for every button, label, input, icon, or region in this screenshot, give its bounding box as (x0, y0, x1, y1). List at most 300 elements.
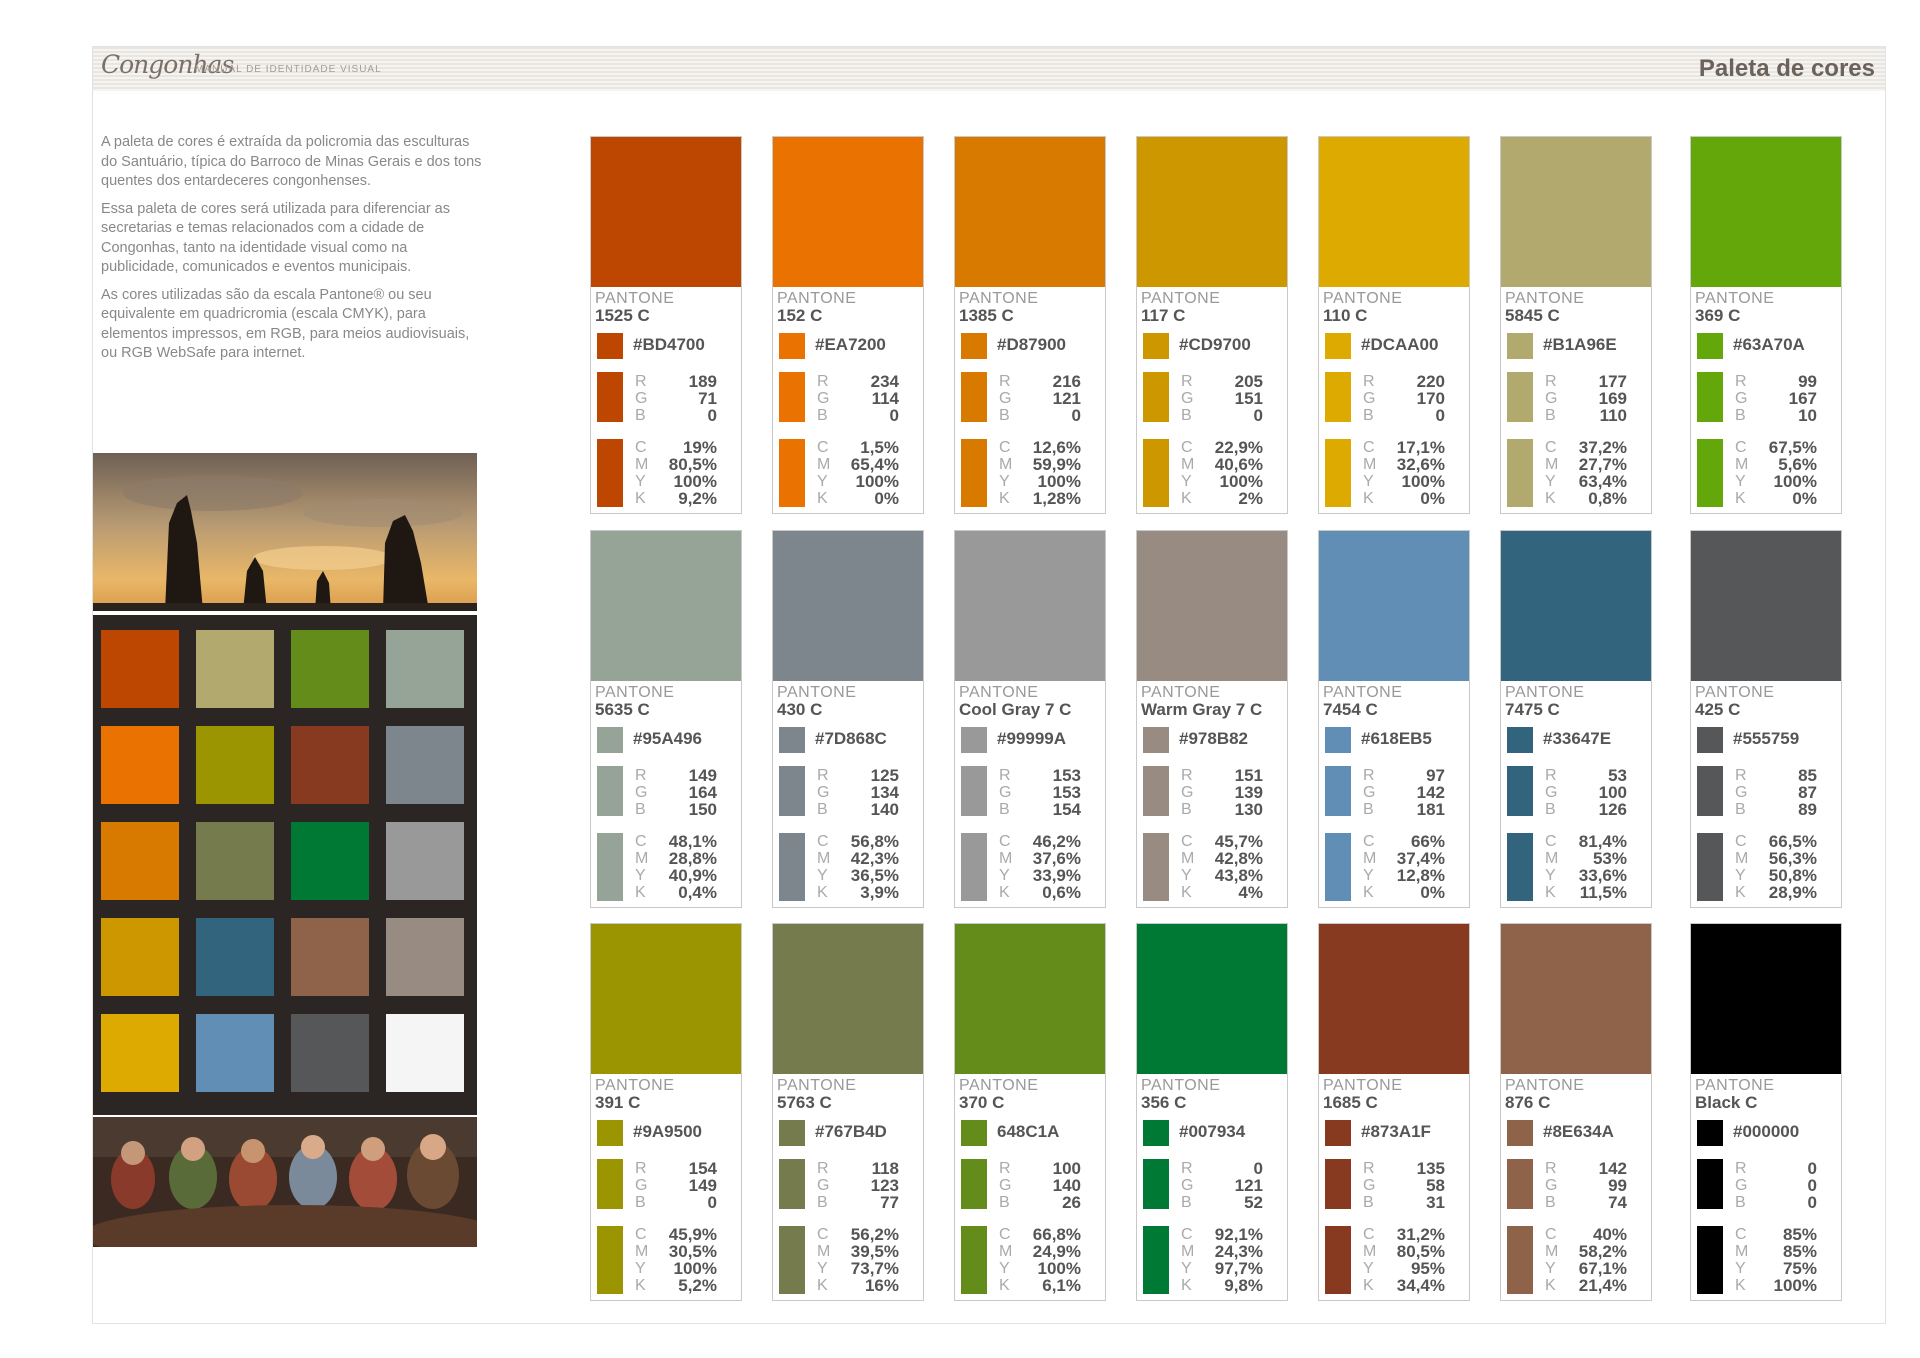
y-label: Y (1363, 473, 1374, 490)
c-label: C (1181, 833, 1193, 850)
r-label: R (1545, 373, 1557, 390)
b-label: B (1181, 1194, 1192, 1211)
r-value: 135 (1416, 1159, 1445, 1178)
rgb-swatch (779, 1159, 805, 1209)
color-swatch-large (773, 924, 923, 1074)
b-value: 154 (1052, 800, 1081, 819)
y-value: 33,6% (1578, 866, 1627, 885)
b-label: B (1545, 1194, 1556, 1211)
color-card (1136, 136, 1288, 514)
r-label: R (999, 1160, 1011, 1177)
b-label: B (1735, 801, 1746, 818)
cmyk-swatch (1325, 1226, 1351, 1294)
b-label: B (999, 801, 1010, 818)
pantone-label: PANTONE (1505, 1077, 1585, 1094)
color-card (1136, 530, 1288, 908)
c-label: C (999, 439, 1011, 456)
rgb-swatch (1697, 766, 1723, 816)
pantone-code: 356 C (1141, 1093, 1187, 1112)
pantone-label: PANTONE (777, 290, 857, 307)
m-label: M (1735, 1243, 1749, 1260)
b-label: B (1735, 407, 1746, 424)
cmyk-swatch (1143, 1226, 1169, 1294)
color-card (1500, 136, 1652, 514)
hex-swatch (597, 1120, 623, 1146)
r-label: R (1363, 373, 1375, 390)
hex-value: #618EB5 (1361, 729, 1432, 748)
g-value: 134 (870, 783, 899, 802)
hex-swatch (1507, 727, 1533, 753)
rgb-swatch (961, 372, 987, 422)
m-value: 24,3% (1214, 1242, 1263, 1261)
y-value: 33,9% (1032, 866, 1081, 885)
y-value: 73,7% (850, 1259, 899, 1278)
c-label: C (817, 1226, 829, 1243)
mosaic-tile (386, 1014, 464, 1092)
r-value: 142 (1598, 1159, 1627, 1178)
k-label: K (817, 490, 828, 507)
pantone-label: PANTONE (1505, 684, 1585, 701)
pantone-code: 430 C (777, 700, 823, 719)
cmyk-swatch (597, 833, 623, 901)
cmyk-swatch (1507, 1226, 1533, 1294)
r-label: R (1545, 1160, 1557, 1177)
g-label: G (635, 390, 648, 407)
pantone-label: PANTONE (1695, 1077, 1775, 1094)
hex-swatch (779, 333, 805, 359)
color-card (590, 923, 742, 1301)
mosaic-tile (196, 822, 274, 900)
g-label: G (1545, 784, 1558, 801)
k-label: K (1545, 1277, 1556, 1294)
rgb-swatch (1507, 766, 1533, 816)
m-label: M (1181, 1243, 1195, 1260)
b-value: 74 (1608, 1193, 1627, 1212)
k-value: 2% (1238, 489, 1263, 508)
m-label: M (1545, 850, 1559, 867)
rgb-swatch (1143, 766, 1169, 816)
pantone-label: PANTONE (959, 290, 1039, 307)
y-label: Y (1545, 1260, 1556, 1277)
m-value: 85% (1782, 1242, 1817, 1261)
y-label: Y (1735, 1260, 1746, 1277)
k-label: K (1181, 490, 1192, 507)
k-value: 0% (874, 489, 899, 508)
g-label: G (1181, 390, 1194, 407)
k-value: 16% (864, 1276, 899, 1295)
k-label: K (1181, 884, 1192, 901)
color-swatch-large (591, 531, 741, 681)
color-swatch-large (591, 924, 741, 1074)
b-value: 10 (1798, 406, 1817, 425)
cmyk-swatch (1697, 439, 1723, 507)
color-card (772, 530, 924, 908)
m-label: M (999, 456, 1013, 473)
g-value: 71 (698, 389, 717, 408)
c-value: 48,1% (668, 832, 717, 851)
m-value: 58,2% (1578, 1242, 1627, 1261)
g-value: 99 (1608, 1176, 1627, 1195)
mosaic-tile (386, 726, 464, 804)
g-value: 58 (1426, 1176, 1445, 1195)
mosaic-tile (196, 1014, 274, 1092)
g-value: 87 (1798, 783, 1817, 802)
k-label: K (817, 884, 828, 901)
hex-value: #63A70A (1733, 335, 1805, 354)
m-label: M (1181, 456, 1195, 473)
pantone-code: 152 C (777, 306, 823, 325)
y-label: Y (635, 1260, 646, 1277)
hex-swatch (1325, 727, 1351, 753)
m-value: 59,9% (1032, 455, 1081, 474)
m-value: 30,5% (668, 1242, 717, 1261)
g-label: G (635, 784, 648, 801)
b-value: 130 (1234, 800, 1263, 819)
b-label: B (635, 407, 646, 424)
g-label: G (1363, 1177, 1376, 1194)
b-value: 89 (1798, 800, 1817, 819)
k-label: K (635, 1277, 646, 1294)
y-value: 100% (673, 472, 717, 491)
c-value: 66% (1410, 832, 1445, 851)
r-label: R (817, 767, 829, 784)
color-card (1690, 136, 1842, 514)
m-value: 42,8% (1214, 849, 1263, 868)
m-label: M (1735, 456, 1749, 473)
r-label: R (635, 373, 647, 390)
m-label: M (1545, 1243, 1559, 1260)
y-label: Y (999, 1260, 1010, 1277)
m-value: 27,7% (1578, 455, 1627, 474)
c-label: C (1181, 439, 1193, 456)
m-value: 42,3% (850, 849, 899, 868)
g-label: G (817, 784, 830, 801)
r-value: 118 (871, 1159, 899, 1178)
cmyk-swatch (1143, 833, 1169, 901)
y-value: 100% (1037, 1259, 1081, 1278)
rgb-swatch (1325, 766, 1351, 816)
m-label: M (635, 1243, 649, 1260)
r-value: 99 (1798, 372, 1817, 391)
m-value: 5,6% (1778, 455, 1817, 474)
m-label: M (635, 456, 649, 473)
color-swatch-large (1501, 531, 1651, 681)
hex-value: #33647E (1543, 729, 1612, 748)
m-value: 80,5% (1396, 1242, 1445, 1261)
hex-swatch (1143, 1120, 1169, 1146)
pantone-code: 7454 C (1323, 700, 1378, 719)
k-value: 11,5% (1579, 883, 1627, 902)
color-swatch-large (1501, 137, 1651, 287)
color-card (954, 923, 1106, 1301)
b-label: B (1545, 407, 1556, 424)
pantone-label: PANTONE (1323, 684, 1403, 701)
b-label: B (817, 1194, 828, 1211)
color-card (590, 136, 742, 514)
c-value: 22,9% (1214, 438, 1263, 457)
hex-swatch (1697, 333, 1723, 359)
k-label: K (999, 884, 1010, 901)
mosaic-tile (101, 630, 179, 708)
b-label: B (1181, 407, 1192, 424)
g-value: 164 (688, 783, 717, 802)
cmyk-swatch (961, 439, 987, 507)
hex-swatch (1143, 727, 1169, 753)
mosaic-tile (386, 822, 464, 900)
hex-swatch (1697, 727, 1723, 753)
b-label: B (817, 801, 828, 818)
k-value: 100% (1773, 1276, 1817, 1295)
m-value: 28,8% (668, 849, 717, 868)
c-value: 19% (682, 438, 717, 457)
y-value: 100% (673, 1259, 717, 1278)
c-value: 45,7% (1214, 832, 1263, 851)
cmyk-swatch (961, 1226, 987, 1294)
b-label: B (1545, 801, 1556, 818)
rgb-swatch (1507, 1159, 1533, 1209)
pantone-label: PANTONE (1695, 290, 1775, 307)
rgb-swatch (1697, 372, 1723, 422)
g-value: 123 (870, 1176, 899, 1195)
k-value: 0,8% (1588, 489, 1627, 508)
k-label: K (817, 1277, 828, 1294)
y-value: 75% (1782, 1259, 1817, 1278)
g-value: 167 (1788, 389, 1817, 408)
y-label: Y (1181, 473, 1192, 490)
y-value: 63,4% (1578, 472, 1627, 491)
y-label: Y (1735, 473, 1746, 490)
last-supper-statues-photo (93, 1117, 477, 1247)
color-swatch-large (955, 531, 1105, 681)
r-value: 53 (1608, 766, 1627, 785)
color-swatch-large (1319, 531, 1469, 681)
g-label: G (1735, 1177, 1748, 1194)
y-value: 95% (1410, 1259, 1445, 1278)
pantone-label: PANTONE (1323, 290, 1403, 307)
b-value: 0 (889, 406, 899, 425)
color-card (1500, 530, 1652, 908)
cmyk-swatch (1697, 833, 1723, 901)
b-label: B (1363, 1194, 1374, 1211)
y-label: Y (635, 473, 646, 490)
intro-paragraph-3: As cores utilizadas são da escala Pantone® ou seu equivalente em quadricromia (escala CMYK), para elementos impressos, em RGB, para meios audiovisuais, ou RGB WebSafe para internet. (101, 286, 470, 361)
color-swatch-large (1319, 137, 1469, 287)
pantone-code: 110 C (1323, 306, 1368, 325)
r-value: 220 (1416, 372, 1445, 391)
color-swatch-large (1319, 924, 1469, 1074)
hex-swatch (779, 727, 805, 753)
k-label: K (635, 490, 646, 507)
cmyk-swatch (1507, 833, 1533, 901)
c-label: C (1545, 833, 1557, 850)
r-value: 0 (1253, 1159, 1263, 1178)
k-value: 0,4% (678, 883, 717, 902)
pantone-code: Warm Gray 7 C (1141, 700, 1263, 719)
hex-value: #DCAA00 (1361, 335, 1439, 354)
color-swatch-large (773, 137, 923, 287)
pantone-code: 1685 C (1323, 1093, 1378, 1112)
manual-label: MANUAL DE IDENTIDADE VISUAL (195, 64, 382, 75)
cmyk-swatch (1325, 439, 1351, 507)
r-label: R (1735, 767, 1747, 784)
hex-swatch (1325, 333, 1351, 359)
b-label: B (635, 1194, 646, 1211)
k-value: 0,6% (1042, 883, 1081, 902)
r-value: 216 (1052, 372, 1081, 391)
hex-value: #555759 (1733, 729, 1800, 748)
b-value: 77 (880, 1193, 899, 1212)
color-swatch-large (955, 924, 1105, 1074)
hex-value: #99999A (997, 729, 1067, 748)
r-label: R (999, 373, 1011, 390)
hex-swatch (597, 333, 623, 359)
y-label: Y (1181, 1260, 1192, 1277)
pantone-code: Black C (1695, 1093, 1758, 1112)
y-value: 100% (1773, 472, 1817, 491)
b-value: 0 (707, 1193, 717, 1212)
r-label: R (635, 767, 647, 784)
y-label: Y (1363, 867, 1374, 884)
color-swatch-large (591, 137, 741, 287)
k-value: 0% (1792, 489, 1817, 508)
color-swatch-large (1691, 924, 1841, 1074)
r-value: 153 (1052, 766, 1081, 785)
k-value: 9,2% (678, 489, 717, 508)
pantone-label: PANTONE (1141, 290, 1221, 307)
k-value: 0% (1420, 489, 1445, 508)
hex-value: #CD9700 (1179, 335, 1251, 354)
rgb-swatch (1143, 372, 1169, 422)
m-label: M (1363, 850, 1377, 867)
cmyk-swatch (961, 833, 987, 901)
r-label: R (1545, 767, 1557, 784)
r-value: 100 (1052, 1159, 1081, 1178)
r-value: 149 (688, 766, 717, 785)
page-header (93, 47, 1885, 91)
m-value: 80,5% (668, 455, 717, 474)
hex-value: #95A496 (633, 729, 703, 748)
c-value: 66,8% (1032, 1225, 1081, 1244)
y-value: 100% (855, 472, 899, 491)
pantone-code: 370 C (959, 1093, 1005, 1112)
m-label: M (1363, 456, 1377, 473)
pantone-label: PANTONE (1141, 1077, 1221, 1094)
color-swatch-large (773, 531, 923, 681)
hex-swatch (961, 1120, 987, 1146)
y-value: 100% (1401, 472, 1445, 491)
c-value: 45,9% (668, 1225, 717, 1244)
mosaic-tile (291, 630, 369, 708)
g-label: G (1363, 784, 1376, 801)
rgb-swatch (1325, 1159, 1351, 1209)
pantone-label: PANTONE (595, 290, 675, 307)
y-value: 100% (1037, 472, 1081, 491)
color-card (1690, 923, 1842, 1301)
g-value: 142 (1416, 783, 1445, 802)
color-mosaic (93, 615, 477, 1115)
b-value: 181 (1416, 800, 1445, 819)
k-label: K (1735, 490, 1746, 507)
k-label: K (1545, 490, 1556, 507)
cmyk-swatch (1507, 439, 1533, 507)
m-label: M (1545, 456, 1559, 473)
c-value: 92,1% (1214, 1225, 1263, 1244)
b-label: B (1181, 801, 1192, 818)
cmyk-swatch (779, 1226, 805, 1294)
g-label: G (1545, 1177, 1558, 1194)
cmyk-swatch (779, 439, 805, 507)
hex-value: #873A1F (1361, 1122, 1431, 1141)
color-swatch-large (1501, 924, 1651, 1074)
m-value: 37,4% (1396, 849, 1445, 868)
pantone-label: PANTONE (1505, 290, 1585, 307)
m-label: M (1735, 850, 1749, 867)
y-label: Y (1545, 867, 1556, 884)
rgb-swatch (597, 372, 623, 422)
color-card (1318, 530, 1470, 908)
color-card (1690, 530, 1842, 908)
b-value: 150 (688, 800, 717, 819)
hex-swatch (961, 333, 987, 359)
hex-value: #7D868C (815, 729, 887, 748)
m-label: M (999, 1243, 1013, 1260)
r-value: 97 (1426, 766, 1445, 785)
c-value: 66,5% (1768, 832, 1817, 851)
intro-paragraph-2: Essa paleta de cores será utilizada para diferenciar as secretarias e temas relacionados com a cidade de Congonhas, tanto na identidade visual como na publicidade, comunicados e eventos municipais. (101, 200, 450, 275)
y-value: 97,7% (1214, 1259, 1263, 1278)
intro-text (101, 133, 483, 372)
b-value: 0 (1253, 406, 1263, 425)
y-label: Y (817, 867, 828, 884)
g-label: G (1735, 390, 1748, 407)
k-label: K (1181, 1277, 1192, 1294)
hex-swatch (1143, 333, 1169, 359)
r-value: 0 (1807, 1159, 1817, 1178)
k-label: K (1363, 884, 1374, 901)
pantone-code: 5763 C (777, 1093, 832, 1112)
mosaic-tile (101, 918, 179, 996)
y-label: Y (1363, 1260, 1374, 1277)
y-value: 43,8% (1214, 866, 1263, 885)
pantone-code: 117 C (1141, 306, 1186, 325)
c-value: 37,2% (1578, 438, 1627, 457)
mosaic-tile (196, 726, 274, 804)
rgb-swatch (1143, 1159, 1169, 1209)
rgb-swatch (1697, 1159, 1723, 1209)
pantone-label: PANTONE (1141, 684, 1221, 701)
mosaic-tile (101, 726, 179, 804)
c-label: C (1363, 1226, 1375, 1243)
b-label: B (999, 1194, 1010, 1211)
color-swatch-large (1137, 531, 1287, 681)
c-value: 56,2% (850, 1225, 899, 1244)
color-card (1318, 136, 1470, 514)
hex-swatch (1325, 1120, 1351, 1146)
pantone-code: Cool Gray 7 C (959, 700, 1072, 719)
r-value: 125 (870, 766, 899, 785)
congonhas-logo: Congonhas (101, 50, 234, 79)
color-card (1136, 923, 1288, 1301)
g-value: 169 (1598, 389, 1627, 408)
rgb-swatch (597, 766, 623, 816)
pantone-code: 1385 C (959, 306, 1014, 325)
pantone-code: 1525 C (595, 306, 650, 325)
g-label: G (1545, 390, 1558, 407)
r-value: 154 (688, 1159, 717, 1178)
y-label: Y (817, 1260, 828, 1277)
rgb-swatch (1507, 372, 1533, 422)
pantone-label: PANTONE (777, 1077, 857, 1094)
